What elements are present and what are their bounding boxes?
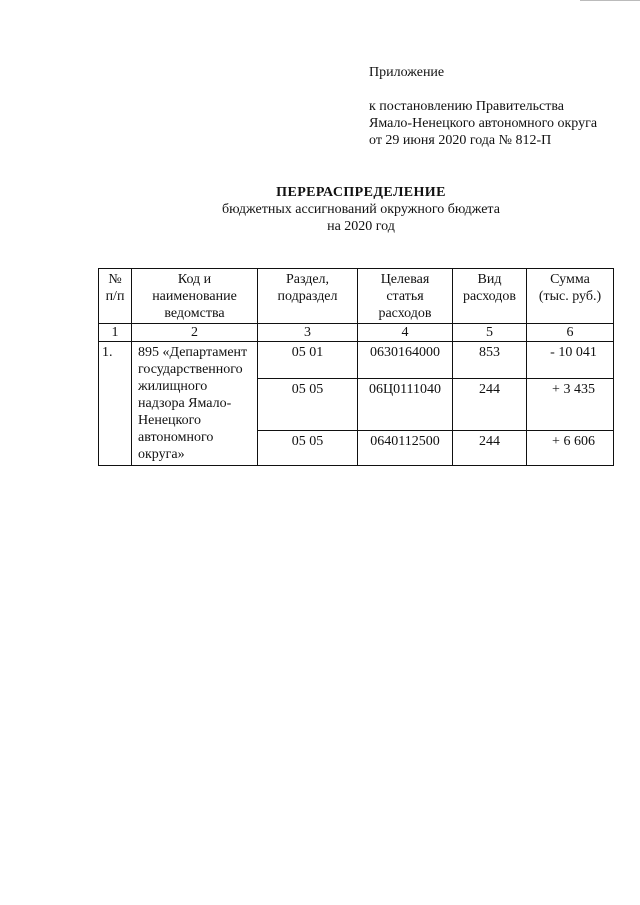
column-number: 2 (132, 324, 258, 342)
document-subtitle: бюджетных ассигнований окружного бюджета (222, 202, 500, 217)
type-cell: 853 (453, 342, 527, 379)
header-type (453, 269, 527, 324)
header-section-line-2: подраздел (277, 289, 338, 304)
header-type-line-2: расходов (462, 289, 517, 304)
table-row (99, 342, 614, 379)
document-heading (0, 184, 640, 235)
corner-scan-mark (580, 0, 640, 1)
header-amount (527, 269, 614, 324)
column-number: 6 (527, 324, 614, 342)
header-department-line-1: Код и (177, 272, 212, 287)
table-header-row (99, 269, 614, 324)
appendix-line-3: от 29 июня 2020 года № 812-П (369, 133, 552, 148)
column-number: 4 (358, 324, 453, 342)
header-target-line-3: расходов (378, 306, 432, 321)
type-cell: 244 (453, 431, 527, 466)
header-number (99, 269, 132, 324)
section-cell: 05 05 (258, 431, 358, 466)
column-number-row (99, 324, 614, 342)
header-amount-line-2: (тыс. руб.) (538, 289, 602, 304)
target-cell: 06Ц0111040 (358, 379, 453, 431)
target-cell: 0630164000 (358, 342, 453, 379)
appendix-gap (369, 81, 597, 98)
amount-cell: - 10 041 (527, 342, 614, 379)
document-title: ПЕРЕРАСПРЕДЕЛЕНИЕ (276, 185, 446, 200)
header-section-line-1: Раздел, (285, 272, 330, 287)
header-department-line-3: ведомства (164, 306, 225, 321)
header-target (358, 269, 453, 324)
appendix-line-2: Ямало-Ненецкого автономного округа (369, 116, 598, 131)
header-target-line-2: статья (386, 289, 424, 304)
type-cell: 244 (453, 379, 527, 431)
section-cell: 05 05 (258, 379, 358, 431)
column-number: 5 (453, 324, 527, 342)
redistribution-table (98, 268, 614, 466)
column-number: 3 (258, 324, 358, 342)
department-name: 895 «Департамент государственного жилищного надзора Ямало-Ненецкого автономного округа» (132, 342, 258, 466)
header-type-line-1: Вид (477, 272, 502, 287)
document-year: на 2020 год (327, 219, 395, 234)
header-department (132, 269, 258, 324)
header-number-line-2: п/п (105, 289, 125, 304)
appendix-label: Приложение (369, 65, 445, 80)
section-cell: 05 01 (258, 342, 358, 379)
appendix-line-1: к постановлению Правительства (369, 99, 565, 114)
header-number-line-1: № (108, 272, 122, 287)
header-department-line-2: наименование (152, 289, 237, 304)
amount-cell: + 3 435 (527, 379, 614, 431)
target-cell: 0640112500 (358, 431, 453, 466)
header-target-line-1: Целевая (380, 272, 430, 287)
amount-cell: + 6 606 (527, 431, 614, 466)
item-number: 1. (99, 342, 132, 466)
column-number: 1 (99, 324, 132, 342)
appendix-block (369, 64, 597, 149)
header-section (258, 269, 358, 324)
header-amount-line-1: Сумма (550, 272, 590, 287)
